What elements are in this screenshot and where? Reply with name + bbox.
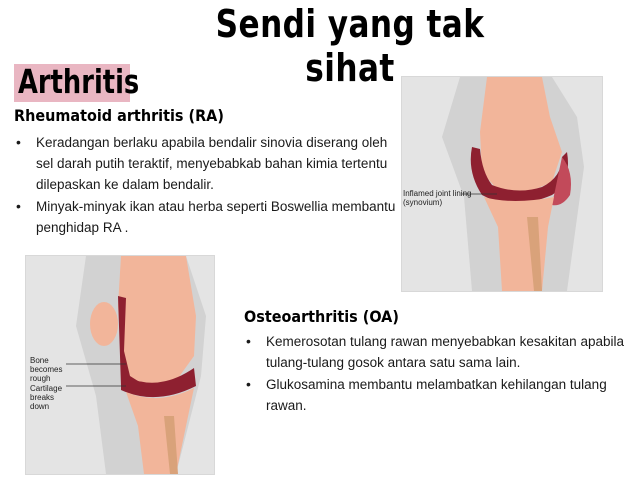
oa-knee-illustration (26, 256, 214, 474)
ra-knee-drawing (402, 77, 602, 291)
oa-image-caption-bone: Bone becomes rough (30, 356, 63, 383)
oa-heading: Osteoarthritis (OA) (244, 307, 399, 326)
slide-title: Sendi yang tak sihat (215, 2, 485, 90)
ra-bullet-2: • Minyak-minyak ikan atau herba seperti Boswellia membantu penghidap RA . (14, 196, 402, 238)
ra-knee-illustration (402, 77, 602, 291)
ra-image-caption: Inflamed joint lining (synovium) (403, 189, 472, 207)
ra-heading: Rheumatoid arthritis (RA) (14, 106, 224, 125)
oa-image-caption-cartilage: Cartilage breaks down (30, 384, 63, 411)
section-tag-label: Arthritis (18, 62, 140, 101)
oa-bullet-2: • Glukosamina membantu melambatkan kehilangan tulang rawan. (244, 374, 629, 416)
ra-bullet-list (14, 132, 402, 239)
section-tag (14, 62, 140, 102)
ra-bullet-1: • Keradangan berlaku apabila bendalir sinovia diserang oleh sel darah putih teraktif, menyebabkab bahan kimia tertentu dilepaskan ke dalam bendalir. (14, 132, 402, 195)
oa-bullet-list (244, 331, 629, 417)
oa-bullet-1: • Kemerosotan tulang rawan menyebabkan kesakitan apabila tulang-tulang gosok antara satu sama lain. (244, 331, 629, 373)
